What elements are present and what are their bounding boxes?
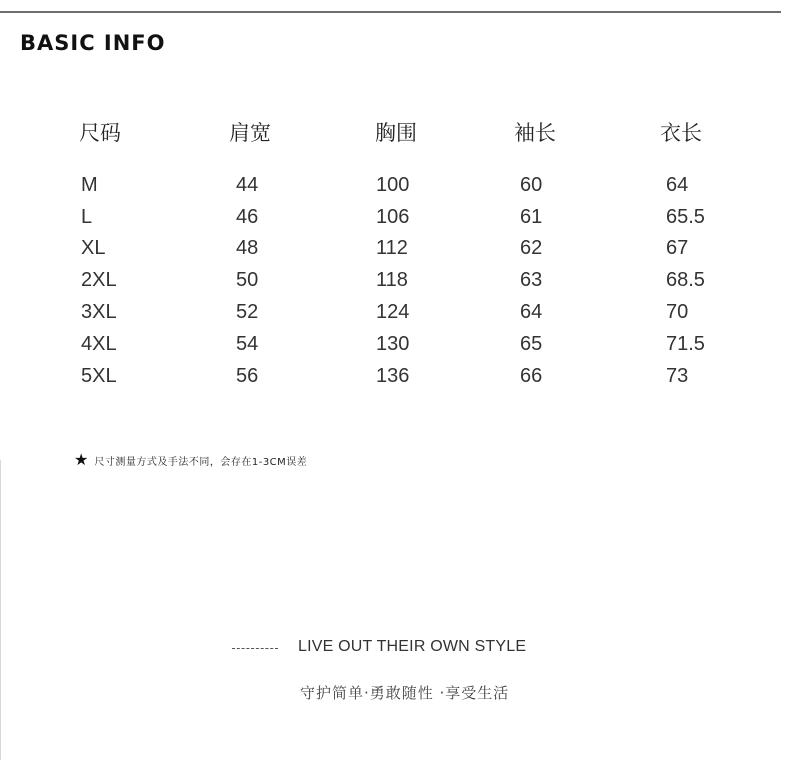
cell-size: M bbox=[81, 174, 98, 196]
cell-shoulder: 56 bbox=[236, 365, 259, 387]
cell-chest: 118 bbox=[376, 269, 408, 291]
cell-shoulder: 52 bbox=[236, 301, 259, 323]
header-chest: 胸围 bbox=[375, 121, 417, 145]
brand-slogan: LIVE OUT THEIR OWN STYLE bbox=[298, 638, 527, 655]
cell-chest: 124 bbox=[376, 301, 410, 323]
cell-size: XL bbox=[81, 237, 106, 259]
star-icon: ★ bbox=[74, 450, 89, 469]
cell-length: 67 bbox=[666, 237, 689, 259]
cell-chest: 112 bbox=[376, 237, 408, 259]
cell-size: 4XL bbox=[81, 333, 117, 355]
header-sleeve: 袖长 bbox=[514, 121, 556, 145]
cell-shoulder: 48 bbox=[236, 237, 259, 259]
cell-length: 64 bbox=[666, 174, 689, 196]
cell-sleeve: 66 bbox=[520, 365, 543, 387]
cell-shoulder: 54 bbox=[236, 333, 259, 355]
cell-shoulder: 50 bbox=[236, 269, 259, 291]
header-length: 衣长 bbox=[660, 121, 702, 145]
cell-shoulder: 44 bbox=[236, 174, 259, 196]
cell-length: 71.5 bbox=[666, 333, 705, 355]
top-divider bbox=[0, 11, 781, 13]
brand-tagline: 守护简单·勇敢随性 ·享受生活 bbox=[300, 684, 510, 702]
cell-chest: 136 bbox=[376, 365, 410, 387]
cell-sleeve: 60 bbox=[520, 174, 543, 196]
cell-length: 73 bbox=[666, 365, 689, 387]
cell-chest: 130 bbox=[376, 333, 410, 355]
header-size: 尺码 bbox=[79, 121, 121, 145]
header-shoulder: 肩宽 bbox=[229, 121, 271, 145]
cell-sleeve: 61 bbox=[520, 206, 543, 228]
cell-length: 65.5 bbox=[666, 206, 705, 228]
measurement-note bbox=[74, 452, 307, 468]
cell-chest: 106 bbox=[376, 206, 410, 228]
cell-size: L bbox=[81, 206, 93, 228]
page-title: BASIC INFO bbox=[20, 31, 166, 55]
cell-sleeve: 64 bbox=[520, 301, 543, 323]
cell-size: 2XL bbox=[81, 269, 117, 291]
cell-chest: 100 bbox=[376, 174, 410, 196]
note-text: 尺寸测量方式及手法不同，会存在1-3CM误差 bbox=[94, 456, 308, 468]
cell-sleeve: 65 bbox=[520, 333, 543, 355]
cell-length: 70 bbox=[666, 301, 689, 323]
cell-size: 3XL bbox=[81, 301, 117, 323]
cell-length: 68.5 bbox=[666, 269, 705, 291]
left-edge-line bbox=[0, 460, 1, 760]
cell-shoulder: 46 bbox=[236, 206, 259, 228]
dashed-divider bbox=[232, 648, 278, 649]
cell-sleeve: 63 bbox=[520, 269, 543, 291]
cell-size: 5XL bbox=[81, 365, 117, 387]
cell-sleeve: 62 bbox=[520, 237, 543, 259]
